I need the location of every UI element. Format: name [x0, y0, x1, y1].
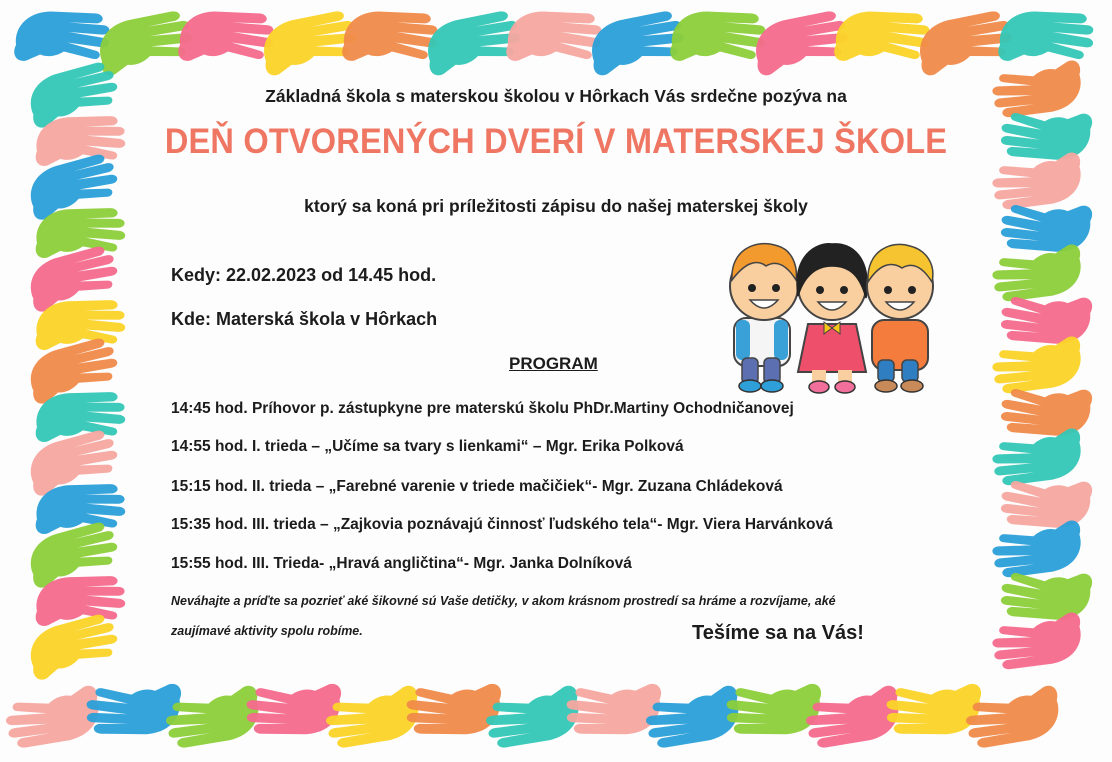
- boy-right-figure: [867, 244, 933, 392]
- program-item: 15:55 hod. III. Trieda- „Hravá angličtina“- Mgr. Janka Dolníková: [171, 555, 632, 572]
- hand-print-icon: [833, 3, 933, 73]
- program-item: 15:15 hod. II. trieda – „Farebné varenie v triede mačičiek“- Mgr. Zuzana Chládeková: [171, 478, 783, 495]
- hand-print-icon: [724, 675, 822, 742]
- hand-print-icon: [244, 675, 342, 742]
- closing-greeting: Tešíme sa na Vás!: [692, 622, 864, 644]
- hand-print-icon: [991, 520, 1081, 578]
- program-item: 14:45 hod. Príhovor p. zástupkyne pre materskú školu PhDr.Martiny Ochodničanovej: [171, 400, 794, 417]
- boy-left-figure: [730, 244, 798, 392]
- hand-print-icon: [564, 675, 662, 742]
- event-date: Kedy: 22.02.2023 od 14.45 hod.: [171, 265, 437, 285]
- children-illustration: [726, 236, 941, 396]
- event-title: DEŇ OTVORENÝCH DVERÍ V MATERSKEJ ŠKOLE: [164, 122, 948, 161]
- hand-print-icon: [991, 612, 1081, 670]
- event-location: Kde: Materská škola v Hôrkach: [171, 309, 438, 329]
- program-heading: PROGRAM: [509, 354, 598, 373]
- hand-print-icon: [341, 3, 441, 73]
- hand-print-icon: [669, 3, 769, 73]
- hand-print-icon: [177, 3, 277, 73]
- invitation-note-line1: Neváhajte a príďte sa pozrieť aké šikovné sú Vaše detičky, v akom krásnom prostredí sa hráme a rozvíjame, aké: [171, 594, 836, 608]
- girl-middle-figure: [797, 244, 867, 393]
- program-item: 15:35 hod. III. trieda – „Zajkovia poznávajú činnosť ľudského tela“- Mgr. Viera Harvánková: [171, 516, 833, 533]
- hand-print-icon: [884, 675, 982, 742]
- event-subtitle: ktorý sa koná pri príležitosti zápisu do našej materskej školy: [304, 196, 808, 216]
- invitation-intro: Základná škola s materskou školou v Hôrkach Vás srdečne pozýva na: [265, 86, 847, 106]
- hand-print-icon: [991, 244, 1081, 302]
- hand-print-icon: [997, 3, 1097, 73]
- hand-print-icon: [991, 428, 1081, 486]
- hand-print-icon: [991, 336, 1081, 394]
- program-item: 14:55 hod. I. trieda – „Učíme sa tvary s lienkami“ – Mgr. Erika Polková: [171, 438, 684, 455]
- hand-print-icon: [84, 675, 182, 742]
- hand-print-icon: [4, 685, 101, 749]
- invitation-note-line2: zaujímavé aktivity spolu robíme.: [171, 624, 363, 638]
- hand-print-icon: [505, 3, 605, 73]
- hand-print-icon: [404, 675, 502, 742]
- hand-print-icon: [13, 3, 113, 73]
